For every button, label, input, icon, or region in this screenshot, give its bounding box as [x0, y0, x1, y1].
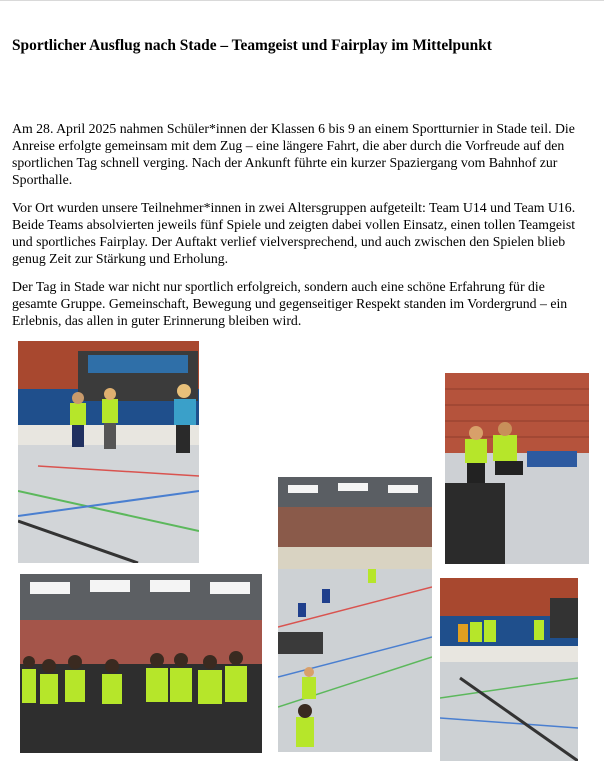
photo-team-lineup — [20, 574, 262, 753]
article-title: Sportlicher Ausflug nach Stade – Teamgeist und Fairplay im Mittelpunkt — [12, 37, 492, 54]
photo-floorball-game-1 — [18, 341, 199, 563]
article-paragraph-1: Am 28. April 2025 nahmen Schüler*innen der Klassen 6 bis 9 an einem Sportturnier in Stade teil. Die Anreise erfolgte gemeinsam mit dem Zug – eine längere Fahrt, die aber durch die Vorfreude auf den sportlichen Tag schnell verging. Nach der Ankunft führte ein kurzer Spaziergang vom Bahnhof zur Sporthalle. — [12, 121, 575, 187]
photo-players-resting — [445, 373, 589, 564]
article-paragraph-2: Vor Ort wurden unsere Teilnehmer*innen in zwei Altersgruppen aufgeteilt: Team U14 und Team U16. Beide Teams absolvierten jeweils fünf Spiele und zeigten dabei vollen Einsatz, einen tollen Teamgeist und sportliches Fairplay. Der Auftakt verlief vielversprechend, und auch zwischen den Spielen blieb genug Zeit zur Stärkung und Erholung. — [12, 200, 576, 266]
photo-floorball-game-2 — [440, 578, 578, 761]
photo-gym-overview — [278, 477, 432, 752]
article-paragraph-3: Der Tag in Stade war nicht nur sportlich erfolgreich, sondern auch eine schöne Erfahrung für die gesamte Gruppe. Gemeinschaft, Bewegung und gegenseitiger Respekt standen im Vordergrund – ein Erlebnis, das allen in guter Erinnerung bleiben wird. — [12, 279, 568, 328]
top-divider — [0, 0, 604, 1]
